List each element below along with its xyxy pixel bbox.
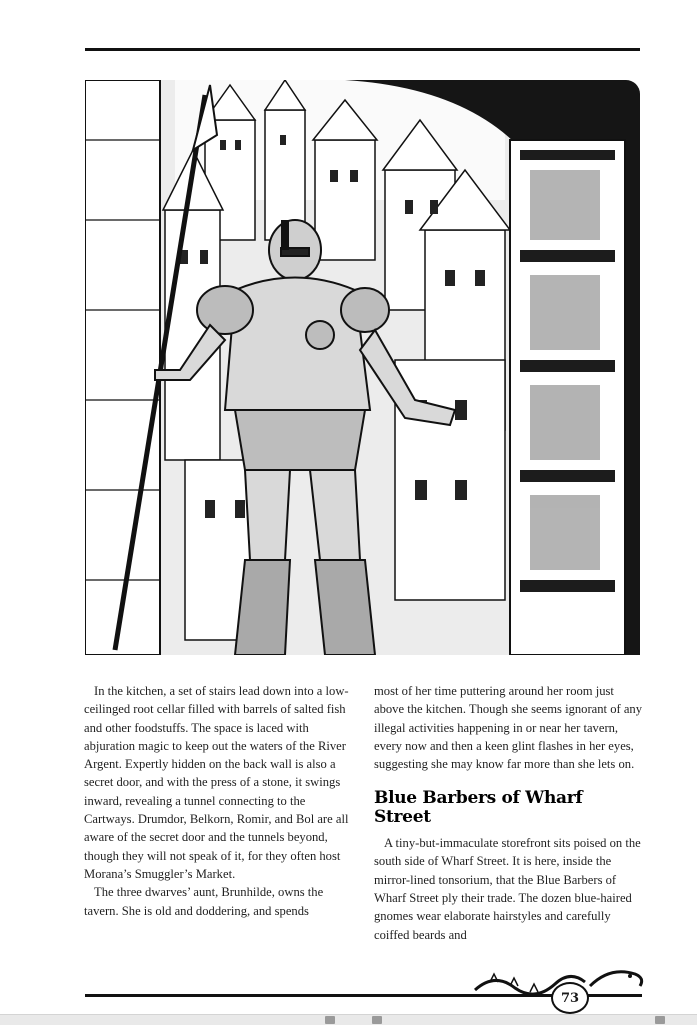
armored-guard-illustration <box>85 80 640 655</box>
left-text-column <box>84 682 354 920</box>
page-number: 73 <box>560 990 580 1006</box>
page-number-badge <box>551 982 589 1014</box>
illustration-drawing <box>85 80 640 655</box>
brunhilde-paragraph: The three dwarves’ aunt, Brunhilde, owns the tavern. She is old and doddering, and spends <box>84 885 324 918</box>
next-page-icon[interactable] <box>372 1016 382 1024</box>
right-text-column <box>374 682 644 944</box>
previous-page-icon[interactable] <box>325 1016 335 1024</box>
section-heading: Blue Barbers of Wharf Street <box>374 788 583 827</box>
viewer-bottom-toolbar <box>0 1014 697 1025</box>
continued-paragraph: most of her time puttering around her room just above the kitchen. Though she seems ignorant of any illegal activities happening in or near her tavern, every now and then a keen glint flashes in her eyes, suggesting she may know far more than she lets on. <box>374 684 643 772</box>
kitchen-paragraph: In the kitchen, a set of stairs lead down into a low-ceilinged root cellar filled with barrels of salted fish and other foodstuffs. The space is laced with abjuration magic to keep out the waters of the River Argent. Expertly hidden on the back wall is also a secret door, and with the press of a stone, it swings inward, revealing a tunnel connecting to the Cartways. Drumdor, Belkorn, Romir, and Bol are all aware of the secret door and the tunnels beyond, though they will not speak of it, for they often host Morana’s Smuggler’s Market. <box>84 684 349 881</box>
top-rule <box>85 48 640 51</box>
viewer-menu-icon[interactable] <box>655 1016 665 1024</box>
blue-barbers-paragraph: A tiny-but-immaculate storefront sits poised on the south side of Wharf Street. It is here, inside the mirror-lined tonsorium, that the Blue Barbers of Wharf Street ply their trade. The dozen blue-haired gnomes wear elaborate hairstyles and carefully coiffed beards and <box>374 836 641 942</box>
